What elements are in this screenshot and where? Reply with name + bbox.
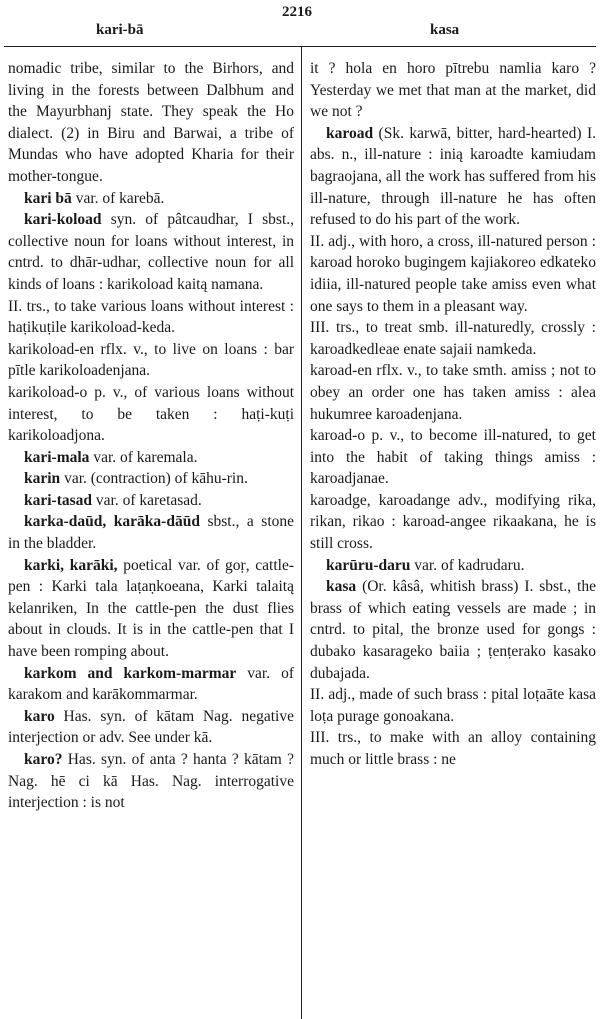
entry-text: III. trs., to make with an alloy containing much or little brass : ne xyxy=(310,729,596,768)
headword: kari-tasad xyxy=(24,491,93,509)
dictionary-entry xyxy=(310,317,596,360)
entry-text: III. trs., to treat smb. ill-naturedly, crossly : karoadkedleae enate sajaii namkeda. xyxy=(310,319,596,358)
dictionary-entry xyxy=(8,447,294,469)
headword: kari-koload xyxy=(24,211,102,229)
right-column xyxy=(310,58,596,771)
entry-text: it ? hola en horo pītrebu namlia karo ? Yesterday we met that man at the market, did we not ? xyxy=(310,60,596,121)
headword: karin xyxy=(24,470,61,488)
dictionary-entry xyxy=(310,555,596,577)
entry-text: karoadge, karoadange adv., modifying rika, rikan, rikao : karoad-angee rikaakana, he is still cross. xyxy=(310,491,596,553)
dictionary-entry xyxy=(8,209,294,295)
dictionary-entry xyxy=(8,706,294,749)
entry-text: var. of karetasad. xyxy=(92,491,202,509)
dictionary-entry xyxy=(310,58,596,123)
headword: karo xyxy=(24,707,55,725)
dictionary-entry xyxy=(310,490,596,555)
headword: kari bā xyxy=(24,189,72,207)
dictionary-entry xyxy=(8,382,294,447)
headword: karūru-daru xyxy=(326,556,411,574)
entry-text: syn. of pâtcaudhar, I sbst., collective noun for loans without interest, in cntrd. to dhār-udhar, collective noun for all kinds of loans : karikoload kaitą namana. xyxy=(8,211,294,293)
dictionary-entry xyxy=(8,296,294,339)
entry-text: var. (contraction) of kāhu-rin. xyxy=(60,470,248,488)
entry-text: poetical var. of goṛ, cattle-pen : Karki tala laṭaṇkoeana, Karki talaitą kelanriken, In the cattle-pen the dust flies about in clouds. It is in the cattle-pen that I have been romping about. xyxy=(8,556,294,661)
headword: karkom and karkom-marmar xyxy=(24,664,237,682)
entry-text: Has. syn. of anta ? hanta ? kātam ? Nag. hē ci kā Has. Nag. interrogative interjection : is not xyxy=(8,751,294,812)
left-column xyxy=(8,58,294,814)
headword: karo? xyxy=(24,751,63,768)
entry-text: karoad-o p. v., to become ill-natured, to get into the habit of taking things amiss : karoadjanae. xyxy=(310,427,596,488)
dictionary-entry xyxy=(8,511,294,554)
dictionary-entry xyxy=(310,360,596,425)
entry-text: var. of karebā. xyxy=(71,189,165,207)
headword: karka-daūd, karāka-dāūd xyxy=(24,513,200,531)
dictionary-entry xyxy=(8,188,294,210)
entry-text: var. of kadrudaru. xyxy=(410,556,525,574)
entry-text: karikoload-en rflx. v., to live on loans : bar pītle karikoloadenjana. xyxy=(8,340,294,380)
entry-text: var. of karakom and karākommarmar. xyxy=(8,664,294,704)
dictionary-entry xyxy=(310,231,596,317)
entry-text: II. adj., made of such brass : pital loṭaāte kasa loṭa purage gonoakana. xyxy=(310,686,596,725)
dictionary-entry xyxy=(8,749,294,814)
entry-text: Has. syn. of kātam Nag. negative interjection or adv. See under kā. xyxy=(8,707,294,747)
entry-text: sbst., a stone in the bladder. xyxy=(8,513,295,553)
running-head-right: kasa xyxy=(430,22,460,38)
dictionary-entry xyxy=(310,576,596,684)
dictionary-entry xyxy=(8,468,294,490)
entry-text: II. adj., with horo, a cross, ill-natured person : karoad horoko bugingem kajiakoreo edkateko idiia, ill-natured people take amiss even what one says to them in a pleasant way. xyxy=(310,232,596,315)
headword: karki, karāki, xyxy=(24,556,118,574)
dictionary-entry xyxy=(310,425,596,490)
page-number: 2216 xyxy=(282,4,312,20)
header-rule xyxy=(4,46,596,47)
dictionary-entry xyxy=(8,58,294,188)
entry-text: (Sk. karwā, bitter, hard-hearted) I. abs. n., ill-nature : inią karoadte kamiudam bagraojana, all the work has suffered from his ill-nature, through ill-nature he has often refused to do his part of the work. xyxy=(310,124,596,229)
entry-text: karoad-en rflx. v., to take smth. amiss ; not to obey an order one has taken amiss : alea hukumree karoadenjana. xyxy=(310,362,596,423)
running-head-left: kari-bā xyxy=(96,22,144,38)
entry-text: (Or. kâsâ, whitish brass) I. sbst., the brass of which eating vessels are made ; in cntrd. to pital, the bronze used for gongs : dubako kasarageko baiia ; ṭenṭerako kasako dubajada. xyxy=(310,578,596,682)
dictionary-entry xyxy=(310,727,596,770)
dictionary-entry xyxy=(8,555,294,663)
entry-text: II. trs., to take various loans without interest : haṭikuṭile karikoload-keda. xyxy=(8,297,294,337)
dictionary-entry xyxy=(8,339,294,382)
entry-text: var. of karemala. xyxy=(89,448,198,466)
dictionary-entry xyxy=(8,663,294,706)
headword: karoad xyxy=(326,124,374,142)
dictionary-entry xyxy=(310,684,596,727)
headword: kasa xyxy=(326,578,357,596)
headword: kari-mala xyxy=(24,448,90,466)
entry-text: nomadic tribe, similar to the Birhors, and living in the forests between Dalbhum and the Mayurbhanj state. They speak the Ho dialect. (2) in Biru and Barwai, a tribe of Mundas who have adopted Kharia for their mother-tongue. xyxy=(8,60,294,185)
dictionary-entry xyxy=(8,490,294,512)
entry-text: karikoload-o p. v., of various loans without interest, to be taken : haṭi-kuṭi karikoloadjona. xyxy=(8,383,294,445)
page-header xyxy=(0,0,600,44)
column-divider xyxy=(301,47,302,1019)
dictionary-entry xyxy=(310,123,596,231)
